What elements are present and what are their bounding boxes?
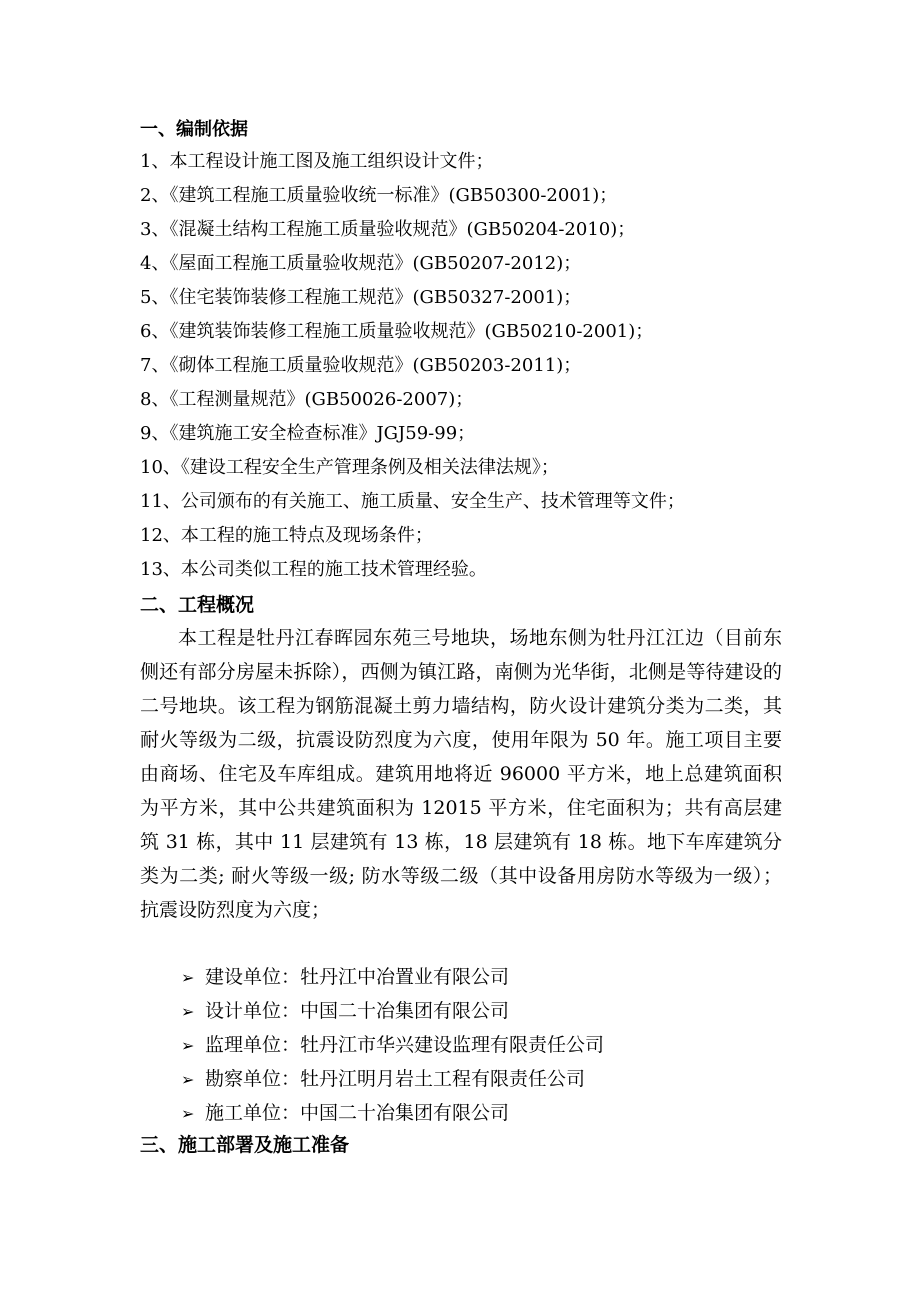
arrow-bullet-icon: ➢ — [181, 1070, 195, 1089]
unit-text: 设计单位：中国二十冶集团有限公司 — [205, 1000, 510, 1022]
basis-item: 5、《住宅装饰装修工程施工规范》(GB50327-2001)； — [140, 287, 582, 308]
unit-item — [181, 1028, 604, 1062]
basis-item: 10、《建设工程安全生产管理条例及相关法律法规》； — [140, 457, 559, 478]
section-heading-basis: 一、编制依据 — [140, 119, 248, 140]
section-heading-deployment: 三、施工部署及施工准备 — [140, 1134, 350, 1156]
basis-item: 6、《建筑装饰装修工程施工质量验收规范》(GB50210-2001)； — [140, 321, 654, 342]
arrow-bullet-icon: ➢ — [181, 968, 195, 987]
basis-item: 13、本公司类似工程的施工技术管理经验。 — [140, 559, 487, 580]
basis-item: 11、公司颁布的有关施工、施工质量、安全生产、技术管理等文件； — [140, 491, 685, 512]
unit-text: 勘察单位：牡丹江明月岩土工程有限责任公司 — [205, 1068, 586, 1090]
unit-item — [181, 994, 604, 1028]
basis-item: 9、《建筑施工安全检查标准》JGJ59-99； — [140, 423, 476, 444]
unit-item — [181, 1062, 604, 1096]
arrow-bullet-icon: ➢ — [181, 1104, 195, 1123]
units-list — [181, 960, 604, 1130]
basis-item: 4、《屋面工程施工质量验收规范》(GB50207-2012)； — [140, 253, 582, 274]
arrow-bullet-icon: ➢ — [181, 1036, 195, 1055]
basis-item: 3、《混凝土结构工程施工质量验收规范》(GB50204-2010)； — [140, 219, 636, 240]
arrow-bullet-icon: ➢ — [181, 1002, 195, 1021]
unit-text: 建设单位：牡丹江中冶置业有限公司 — [205, 966, 510, 988]
basis-list — [140, 145, 800, 587]
overview-paragraph: 本工程是牡丹江春晖园东苑三号地块，场地东侧为牡丹江江边（目前东侧还有部分房屋未拆除），西侧为镇江路，南侧为光华街，北侧是等待建设的二号地块。该工程为钢筋混凝土剪力墙结构，防火设计建筑分类为二类，其耐火等级为二级，抗震设防烈度为六度，使用年限为 50 年。施工项目主要由商场、住宅及车库组成。建筑用地将近 96000 平方米，地上总建筑面积为平方米，其中公共建筑面积为 12015 平方米，住宅面积为；共有高层建筑 31 栋，其中 11 层建筑有 13 栋，18 层建筑有 18 栋。地下车库建筑分类为二类; 耐火等级一级; 防水等级二级（其中设备用房防水等级为一级）；抗震设防烈度为六度； — [140, 627, 782, 921]
basis-item: 8、《工程测量规范》(GB50026-2007)； — [140, 389, 474, 410]
unit-item — [181, 1096, 604, 1130]
unit-item — [181, 960, 604, 994]
basis-item: 1、本工程设计施工图及施工组织设计文件； — [140, 151, 494, 172]
basis-item: 12、本工程的施工特点及现场条件； — [140, 525, 433, 546]
basis-item: 7、《砌体工程施工质量验收规范》(GB50203-2011)； — [140, 355, 582, 376]
unit-text: 施工单位：中国二十冶集团有限公司 — [205, 1102, 510, 1124]
unit-text: 监理单位：牡丹江市华兴建设监理有限责任公司 — [205, 1034, 605, 1056]
basis-item: 2、《建筑工程施工质量验收统一标准》(GB50300-2001)； — [140, 185, 618, 206]
section-heading-overview: 二、工程概况 — [140, 594, 255, 616]
